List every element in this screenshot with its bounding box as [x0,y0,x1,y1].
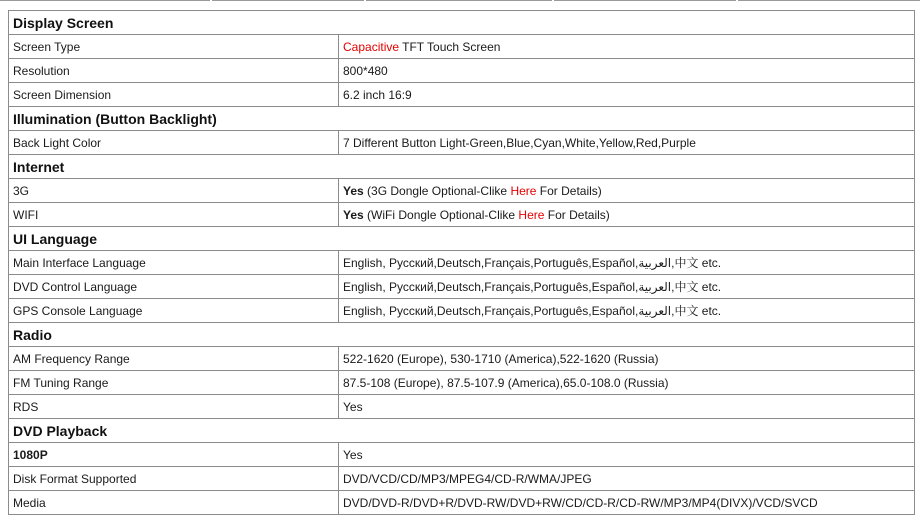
spec-table [8,10,915,515]
spec-row [9,179,915,203]
section-title: DVD Playback [9,419,915,443]
spec-label: RDS [9,395,339,419]
spec-table-body [9,11,915,515]
spec-row [9,371,915,395]
section-header-row [9,419,915,443]
details-link[interactable]: Here [518,207,545,222]
top-divider-segment [366,0,552,2]
spec-value [339,347,915,371]
spec-value-text: 7 Different Button Light-Green,Blue,Cyan,White,Yellow,Red,Purple [343,135,696,150]
spec-value [339,491,915,515]
spec-value [339,179,915,203]
top-divider-strip [0,0,920,3]
spec-value [339,275,915,299]
spec-label: WIFI [9,203,339,227]
spec-value-text: 800*480 [343,63,388,78]
spec-value-text: Yes [343,447,363,462]
spec-row [9,203,915,227]
section-header-row [9,323,915,347]
spec-label: 3G [9,179,339,203]
spec-value [339,371,915,395]
spec-value-text: English, Русский,Deutsch,Français,Português,Español,العربية,中文 etc. [343,303,722,318]
spec-value [339,83,915,107]
spec-value-text: (3G Dongle Optional-Clike [363,183,511,198]
section-title: UI Language [9,227,915,251]
spec-value-text: English, Русский,Deutsch,Français,Português,Español,العربية,中文 etc. [343,279,722,294]
spec-value [339,131,915,155]
spec-value-text: 6.2 inch 16:9 [343,87,412,102]
spec-value-text: Yes [343,399,363,414]
spec-row [9,251,915,275]
spec-row [9,443,915,467]
spec-label: Screen Dimension [9,83,339,107]
top-divider-segment [0,0,210,2]
spec-value-text: English, Русский,Deutsch,Français,Português,Español,العربية,中文 etc. [343,255,722,270]
spec-row [9,467,915,491]
spec-value [339,35,915,59]
spec-value-text: TFT Touch Screen [399,39,501,54]
spec-value-text: 522-1620 (Europe), 530-1710 (America),522-1620 (Russia) [343,351,659,366]
spec-value-text: DVD/VCD/CD/MP3/MPEG4/CD-R/WMA/JPEG [343,471,592,486]
spec-value [339,251,915,275]
section-header-row [9,107,915,131]
spec-label: AM Frequency Range [9,347,339,371]
section-header-row [9,227,915,251]
spec-label: Disk Format Supported [9,467,339,491]
section-title: Internet [9,155,915,179]
spec-value-text: Yes [343,207,364,222]
section-title: Display Screen [9,11,915,35]
spec-row [9,347,915,371]
spec-label: Media [9,491,339,515]
spec-label: Main Interface Language [9,251,339,275]
spec-label: GPS Console Language [9,299,339,323]
spec-value [339,443,915,467]
spec-value-text: (WiFi Dongle Optional-Clike [363,207,519,222]
spec-row [9,299,915,323]
spec-value-text: DVD/DVD-R/DVD+R/DVD-RW/DVD+RW/CD/CD-R/CD-RW/MP3/MP4(DIVX)/VCD/SVCD [343,495,818,510]
spec-value-text: For Details) [536,183,602,198]
spec-value-text: For Details) [544,207,610,222]
spec-label: FM Tuning Range [9,371,339,395]
spec-label: Resolution [9,59,339,83]
details-link[interactable]: Here [510,183,537,198]
spec-value-text: Capacitive [343,39,400,54]
spec-value [339,203,915,227]
top-divider-segment [554,0,736,2]
spec-row [9,395,915,419]
spec-label: Back Light Color [9,131,339,155]
spec-value [339,299,915,323]
spec-row [9,131,915,155]
top-divider-segment [738,0,920,2]
spec-value-text: 87.5-108 (Europe), 87.5-107.9 (America),65.0-108.0 (Russia) [343,375,669,390]
spec-row [9,59,915,83]
spec-value [339,467,915,491]
spec-value [339,395,915,419]
spec-row [9,275,915,299]
section-header-row [9,155,915,179]
spec-label: Screen Type [9,35,339,59]
spec-row [9,35,915,59]
top-divider-segment [212,0,364,2]
section-title: Illumination (Button Backlight) [9,107,915,131]
section-title: Radio [9,323,915,347]
spec-row [9,491,915,515]
spec-row [9,83,915,107]
section-header-row [9,11,915,35]
spec-value-text: Yes [343,183,364,198]
spec-label: DVD Control Language [9,275,339,299]
spec-label: 1080P [9,443,339,467]
spec-value [339,59,915,83]
